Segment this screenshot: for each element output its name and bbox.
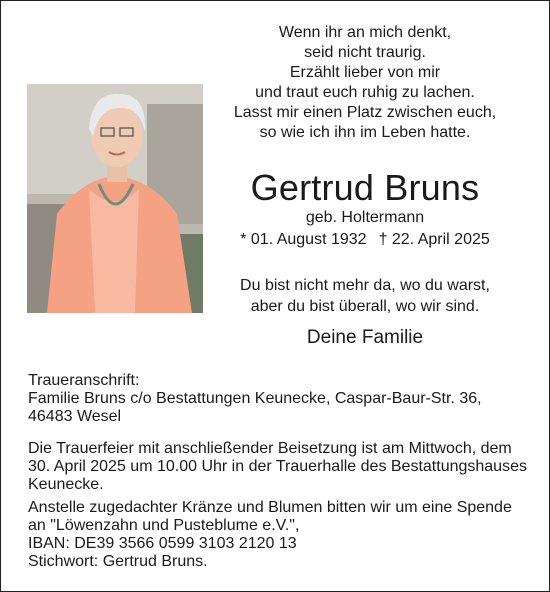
address-line: 46483 Wesel — [28, 408, 122, 425]
poem-line: seid nicht traurig. — [304, 44, 426, 61]
death-date: † 22. April 2025 — [378, 231, 490, 248]
verse-line: Du bist nicht mehr da, wo du warst, — [240, 277, 490, 294]
verse-line: aber du bist überall, wo wir sind. — [250, 298, 480, 315]
poem — [210, 23, 520, 143]
birth-date: * 01. August 1932 — [240, 231, 367, 248]
portrait-photo — [27, 84, 203, 313]
poem-line: Erzählt lieber von mir — [289, 64, 441, 81]
ceremony-block — [28, 440, 538, 494]
poem-line: Lasst mir einen Platz zwischen euch, — [233, 104, 497, 121]
donation-line: Anstelle zugedachter Kränze und Blumen bitten wir um eine Spende — [28, 499, 512, 516]
ceremony-line: Die Trauerfeier mit anschließender Beisetzung ist am Mittwoch, dem — [28, 440, 512, 457]
deceased-name: Gertrud Bruns — [250, 167, 480, 208]
address-line: Familie Bruns c/o Bestattungen Keunecke, Caspar-Baur-Str. 36, — [28, 390, 482, 407]
donation-line: Stichwort: Gertrud Bruns. — [28, 553, 208, 570]
poem-line: so wie ich ihn im Leben hatte. — [259, 124, 471, 141]
donation-line: IBAN: DE39 3566 0599 3103 2120 13 — [28, 535, 297, 552]
ceremony-line: Keunecke. — [28, 476, 104, 493]
verse — [210, 275, 520, 317]
family-signature: Deine Familie — [306, 327, 424, 348]
donation-line: an "Löwenzahn und Pusteblume e.V.", — [28, 517, 300, 534]
poem-line: Wenn ihr an mich denkt, — [278, 24, 452, 41]
life-dates — [210, 230, 520, 250]
ceremony-line: 30. April 2025 um 10.00 Uhr in der Trauerhalle des Bestattungshauses — [28, 458, 527, 475]
address-block — [28, 372, 538, 426]
birth-name: geb. Holtermann — [305, 209, 425, 226]
poem-line: und traut euch ruhig zu lachen. — [255, 84, 475, 101]
address-line: Traueranschrift: — [28, 372, 140, 389]
donation-block — [28, 499, 538, 571]
